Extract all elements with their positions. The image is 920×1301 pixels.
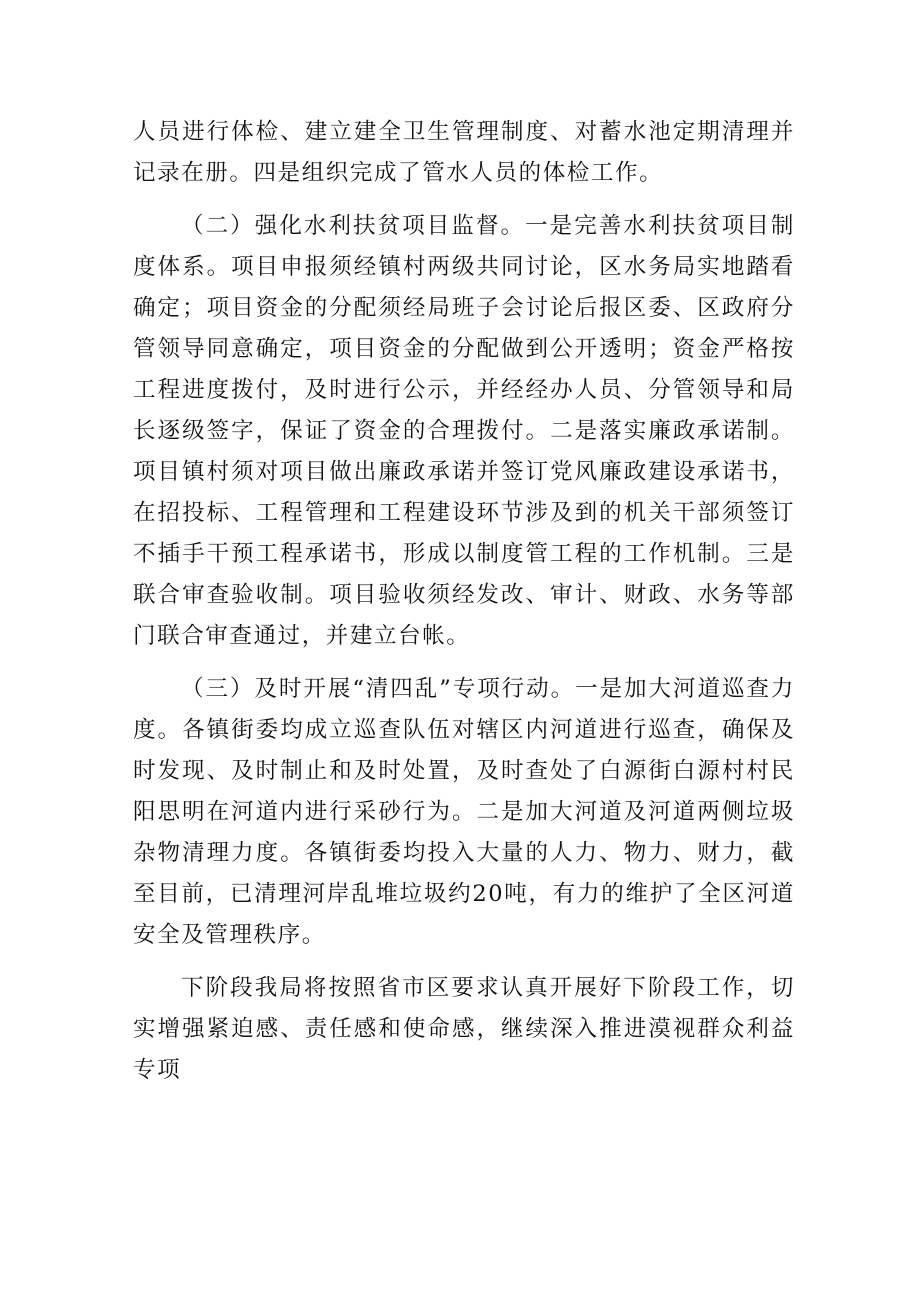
document-body	[133, 112, 795, 1103]
paragraph-clear-four-chaos: （三）及时开展“清四乱”专项行动。一是加大河道巡查力度。各镇街委均成立巡查队伍对辖区内河道进行巡查，确保及时发现、及时制止和及时处置，及时查处了白源街白源村村民阳思明在河道内进行采砂行为。二是加大河道及河道两侧垃圾杂物清理力度。各镇街委均投入大量的人力、物力、财力，截至目前，已清理河岸乱堆垃圾约20吨，有力的维护了全区河道安全及管理秩序。	[133, 676, 795, 948]
paragraph-continuation: 人员进行体检、建立建全卫生管理制度、对蓄水池定期清理并记录在册。四是组织完成了管水人员的体检工作。	[133, 119, 795, 186]
paragraph-next-stage: 下阶段我局将按照省市区要求认真开展好下阶段工作，切实增强紧迫感、责任感和使命感，继续深入推进漠视群众利益专项	[133, 975, 795, 1083]
paragraph-water-poverty-supervision: （二）强化水利扶贫项目监督。一是完善水利扶贫项目制度体系。项目申报须经镇村两级共同讨论，区水务局实地踏看确定；项目资金的分配须经局班子会讨论后报区委、区政府分管领导同意确定，项目资金的分配做到公开透明；资金严格按工程进度拨付，及时进行公示，并经经办人员、分管领导和局长逐级签字，保证了资金的合理拨付。二是落实廉政承诺制。项目镇村须对项目做出廉政承诺并签订党风廉政建设承诺书，在招投标、工程管理和工程建设环节涉及到的机关干部须签订不插手干预工程承诺书，形成以制度管工程的工作机制。三是联合审查验收制。项目验收须经发改、审计、财政、水务等部门联合审查通过，并建立台帐。	[133, 213, 795, 649]
